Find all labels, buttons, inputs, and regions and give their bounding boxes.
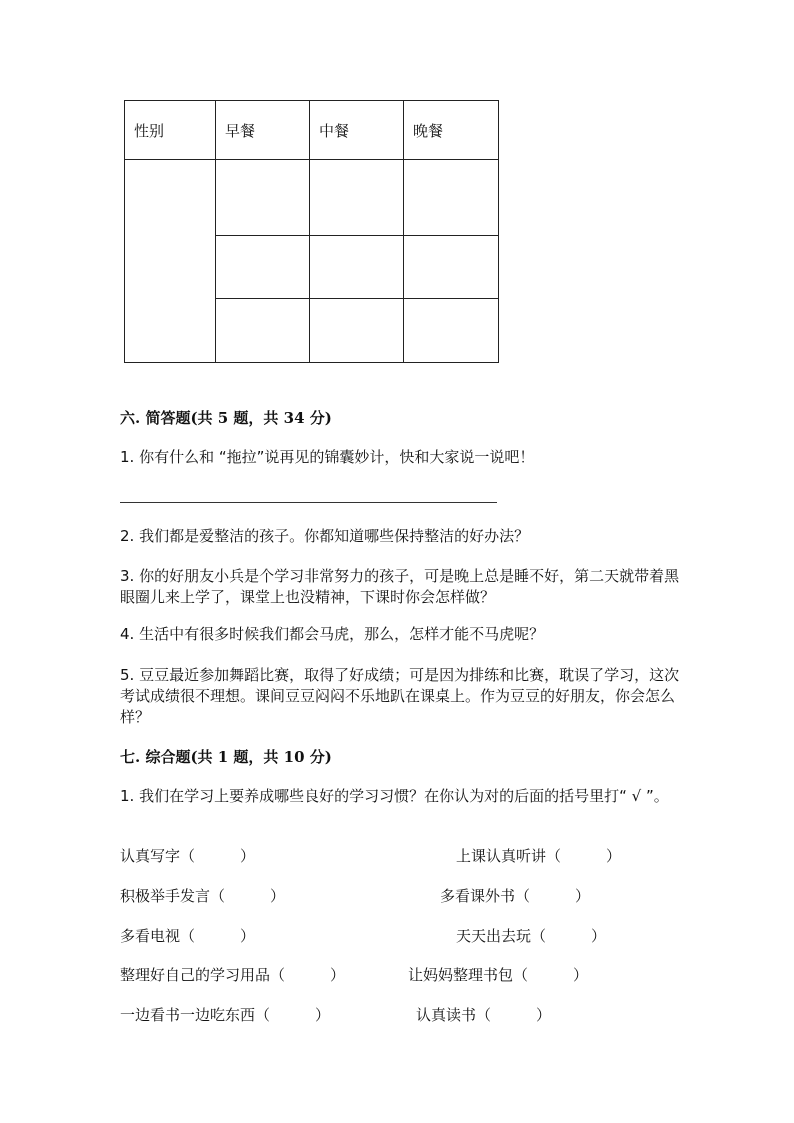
option-write-carefully[interactable]: 认真写字（ ） (120, 847, 256, 865)
table-cell[interactable] (216, 160, 310, 236)
question-6-1: 1. 你有什么和 “拖拉”说再见的锦囊妙计，快和大家说一说吧！ (120, 448, 535, 466)
option-go-out-play[interactable]: 天天出去玩（ ） (456, 927, 607, 945)
table-cell[interactable] (310, 236, 404, 299)
meal-table (124, 100, 499, 363)
table-cell[interactable] (404, 160, 499, 236)
table-cell[interactable] (404, 236, 499, 299)
question-6-2: 2. 我们都是爱整洁的孩子。你都知道哪些保持整洁的好办法？ (120, 527, 530, 545)
question-6-3: 3. 你的好朋友小兵是个学习非常努力的孩子，可是晚上总是睡不好，第二天就带着黑眼圈儿来上学了，课堂上也没精神，下课时你会怎样做？ (120, 567, 680, 606)
table-header-row (125, 101, 499, 160)
table-header-dinner: 晚餐 (404, 101, 499, 160)
option-mom-packs-bag[interactable]: 让妈妈整理书包（ ） (408, 966, 589, 984)
option-organize-supplies[interactable]: 整理好自己的学习用品（ ） (120, 966, 346, 984)
option-watch-tv[interactable]: 多看电视（ ） (120, 927, 256, 945)
table-header-breakfast: 早餐 (216, 101, 310, 160)
option-read-carefully[interactable]: 认真读书（ ） (416, 1006, 552, 1024)
table-header-lunch: 中餐 (310, 101, 404, 160)
section-6-title: 六. 简答题(共 5 题，共 34 分) (120, 409, 332, 427)
question-7-1: 1. 我们在学习上要养成哪些良好的学习习惯？在你认为对的后面的括号里打“ √ ”。 (120, 787, 669, 805)
question-6-4: 4. 生活中有很多时候我们都会马虎，那么，怎样才能不马虎呢？ (120, 625, 545, 643)
table-cell[interactable] (216, 236, 310, 299)
option-read-extracurricular[interactable]: 多看课外书（ ） (440, 887, 591, 905)
table-cell-gender[interactable] (125, 160, 216, 363)
section-7-title: 七. 综合题(共 1 题，共 10 分) (120, 748, 332, 766)
table-cell[interactable] (216, 299, 310, 363)
table-row (125, 160, 499, 236)
answer-line[interactable] (120, 502, 497, 503)
option-eat-while-reading[interactable]: 一边看书一边吃东西（ ） (120, 1006, 331, 1024)
option-listen-in-class[interactable]: 上课认真听讲（ ） (456, 847, 622, 865)
option-raise-hand[interactable]: 积极举手发言（ ） (120, 887, 286, 905)
table-cell[interactable] (310, 299, 404, 363)
question-6-5: 5. 豆豆最近参加舞蹈比赛，取得了好成绩；可是因为排练和比赛，耽误了学习，这次考试成绩很不理想。课间豆豆闷闷不乐地趴在课桌上。作为豆豆的好朋友，你会怎么样？ (120, 666, 680, 726)
table-header-gender: 性别 (125, 101, 216, 160)
table-cell[interactable] (310, 160, 404, 236)
table-cell[interactable] (404, 299, 499, 363)
